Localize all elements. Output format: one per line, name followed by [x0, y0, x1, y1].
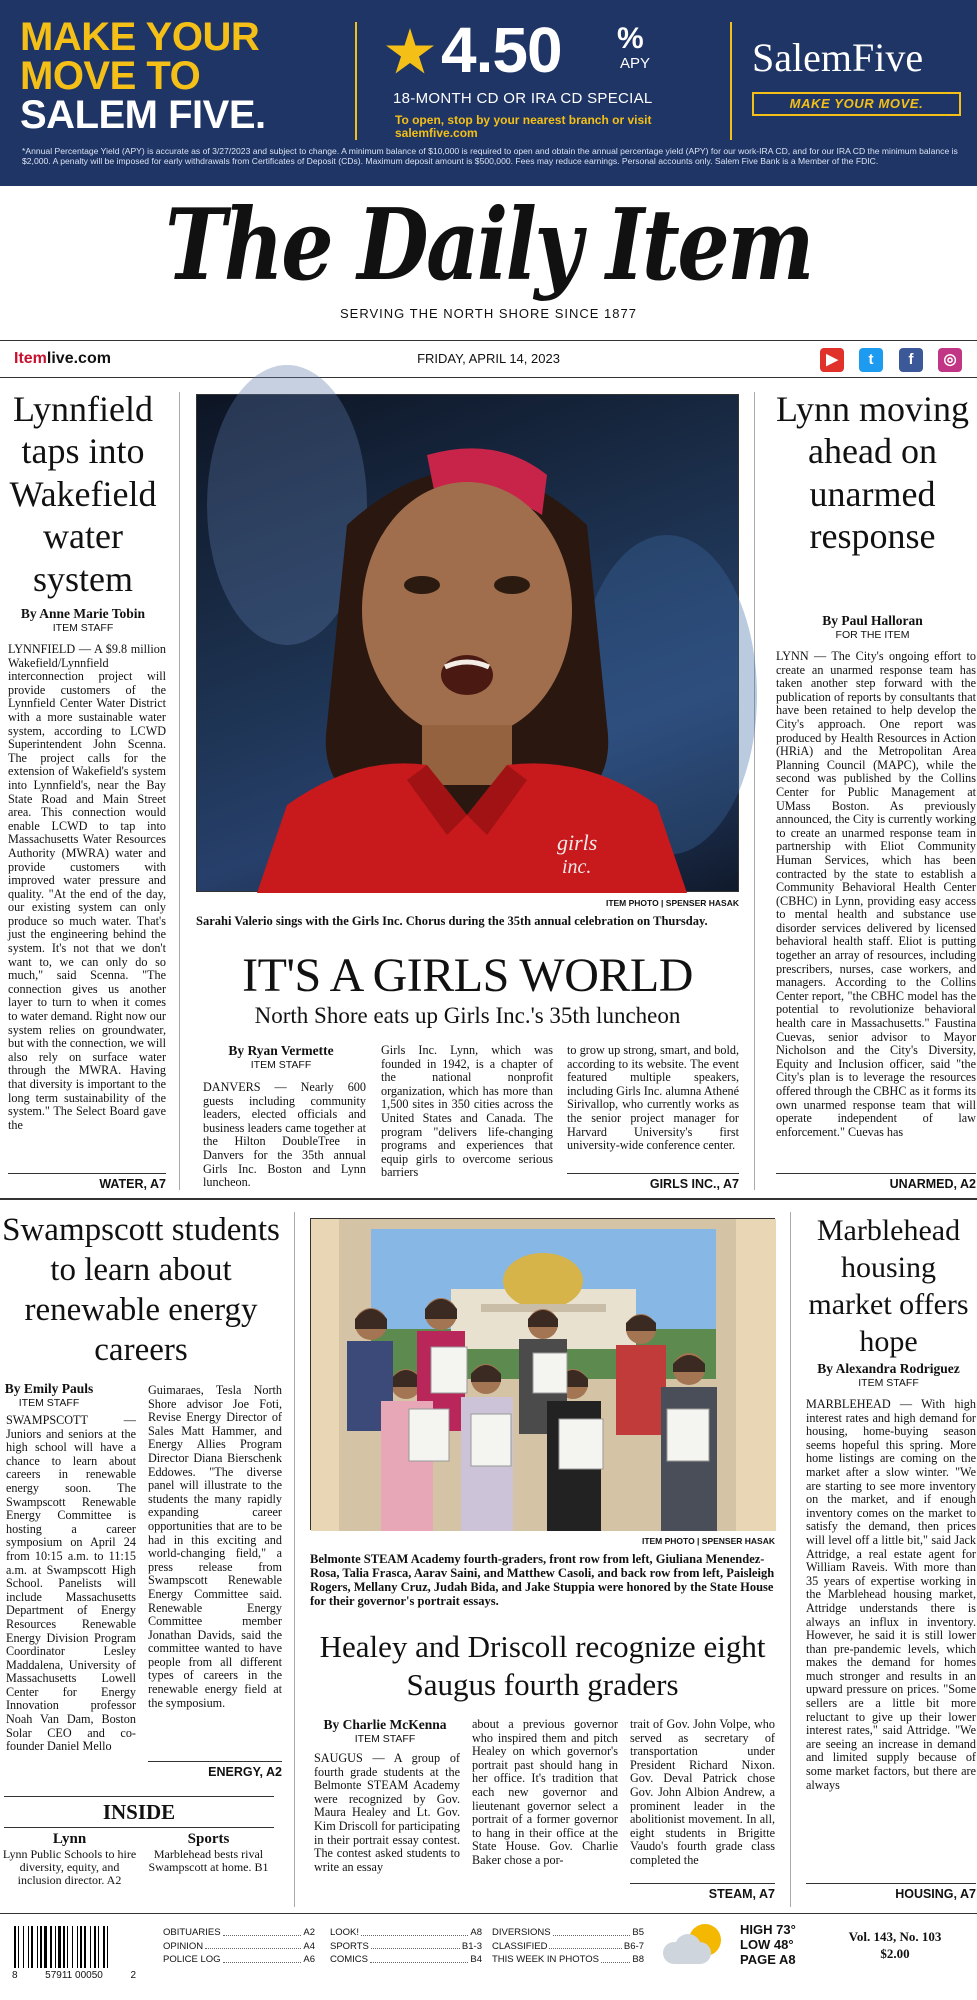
barcode-bar	[90, 1926, 91, 1968]
index-col	[492, 1926, 644, 1967]
index-item[interactable]: CLASSIFIED B6-7	[492, 1940, 644, 1952]
index-item[interactable]: LOOK! A8	[330, 1927, 482, 1938]
index-item[interactable]: POLICE LOG A6	[163, 1954, 315, 1965]
lynn-jump-link[interactable]: UNARMED, A2	[776, 1173, 976, 1191]
index-item[interactable]: OBITUARIES A2	[163, 1927, 315, 1938]
girls-inc-photo-illustration	[197, 395, 740, 893]
index-item[interactable]: THIS WEEK IN PHOTOS B8	[492, 1954, 644, 1965]
section-rule	[0, 1198, 977, 1200]
barcode-bar	[98, 1926, 99, 1968]
lynnfield-byline: By Anne Marie Tobin ITEM STAFF	[20, 606, 146, 634]
saugus-byline: By Charlie McKenna ITEM STAFF	[323, 1717, 447, 1745]
index-item[interactable]: COMICS B4	[330, 1954, 482, 1965]
girls-headline[interactable]: IT'S A GIRLS WORLD	[242, 949, 693, 1002]
column-rule	[790, 1212, 791, 1907]
column-rule	[179, 392, 180, 1190]
saugus-photo[interactable]	[310, 1218, 775, 1530]
weather-box[interactable]: HIGH 73° LOW 48° PAGE A8	[740, 1922, 796, 1967]
swampscott-headline[interactable]: Swampscott students to learn about renewable energy careers	[2, 1212, 280, 1368]
barcode-bar	[72, 1926, 73, 1968]
masthead	[0, 190, 977, 321]
barcode-bar	[77, 1926, 78, 1968]
ad-fine-print: *Annual Percentage Yield (APY) is accurate as of 3/27/2023 and subject to change. A minimum balance of $10,000 is required to open and obtain the annual percentage yield (APY) for our work-IRA CD, and for our IRA CD the minimum balance is $2,000. A penalty will be imposed for early withdrawals from Certificates of Deposit (CDs). Maximum deposit amount is $500,000. Fees may reduce earnings. Personal accounts only. Salem Five Bank is a Member of the FDIC.	[22, 146, 958, 166]
saugus-photo-illustration	[311, 1219, 776, 1531]
barcode-bar	[55, 1926, 56, 1968]
lynn-body: LYNN — The City's ongoing effort to create an unarmed response team has taken another step forward with the publication of reports by consultants that have been retained to help develop the City's approach. One report was produced by Health Resources in Action (HRiA) and the Metropolitan Area Planning Council (MAPC), while the second was published by the Collins Center for Public Management at UMass Boston. As previously announced, the City is currently working to create an unarmed response team in partnership with Eliot Community Human Services, which has been contracted by the state to establish a Community Behavioral Health Center (CBHC) in Lynn, providing easy access to mental health and substance use disorder services delivered by licensed behavioral health staff. Eliot is putting together an array of resources, including prescribers, nurses, case workers, and managers. According to the Collins Center report, "the CBHC model has the potential to revolutionize behavioral health care in Massachusetts." Faustina Cuevas, senior advisor to Mayor Nicholson and the City's Diversity, Equity and Inclusion officer, said "the City's plan is to leverage the resources offered through the CBHC as it forms its own unarmed response team that will operate independent of law enforcement." Cuevas has	[776, 649, 976, 1139]
ad-special: 18-MONTH CD OR IRA CD SPECIAL	[393, 90, 653, 107]
ad-url-link[interactable]: salemfive.com	[395, 126, 478, 140]
barcode-bar	[14, 1926, 16, 1968]
lynnfield-body: LYNNFIELD — A $9.8 million Wakefield/Lynnfield interconnection project will provide customers of the Lynnfield Center Water District with a more sustainable water system, according to LCWD Superintendent John Scenna. The project calls for the extension of Wakefield's system into Lynnfield's, near the Bay State Road and Main Street area. This connection would enable LCWD to tap into Massachusetts Water Resources Authority (MWRA) water and provide customers with improved water pressure and quality. "At the end of the day, our existing system can only produce so much water. That's just the engineering behind the system. It's not that we don't want to, we can only do so much," said Scenna. "The connection gives us another layer to turn to when it comes to water demand. Right now our system relies on groundwater, but with the connection, we will also rely on surface water through the MWRA. Having that diversity is important to the long term sustainability of the system." The Select Board gave the	[8, 642, 166, 1132]
ad-divider	[355, 22, 357, 140]
index-item[interactable]: OPINION A4	[163, 1940, 315, 1952]
youtube-icon[interactable]: ▶	[820, 348, 844, 372]
saugus-body-col2: about a previous governor who inspired them and pitch Healey on which governor's portrait past should hang in her office. It's tradition that each new governor and lieutenant governor select a portrait of a former governor to hang in their office at the State House. Gov. Charlie Baker chose a por-	[472, 1717, 618, 1867]
inside-item[interactable]: Lynn Lynn Public Schools to hire diversity, equity, and inclusion director. A2	[2, 1831, 137, 1887]
barcode-bar	[63, 1926, 65, 1968]
masthead-tagline: SERVING THE NORTH SHORE SINCE 1877	[340, 306, 637, 321]
lynn-headline[interactable]: Lynn moving ahead on unarmed response	[775, 389, 969, 557]
marblehead-byline: By Alexandra Rodriguez ITEM STAFF	[817, 1361, 960, 1389]
issue-date: FRIDAY, APRIL 14, 2023	[417, 351, 560, 366]
barcode-bar	[31, 1926, 33, 1968]
instagram-icon[interactable]: ◎	[938, 348, 962, 372]
index-item[interactable]: DIVERSIONS B5	[492, 1927, 644, 1938]
marblehead-jump-link[interactable]: HOUSING, A7	[806, 1883, 976, 1901]
saugus-photo-credit: ITEM PHOTO | SPENSER HASAK	[641, 1536, 775, 1546]
barcode-bar	[84, 1926, 86, 1968]
barcode-bar	[58, 1926, 61, 1968]
ad-tagline: MAKE YOUR MOVE.	[752, 92, 961, 116]
marblehead-body: MARBLEHEAD — With high interest rates and high demand for housing, home-buying season seems hopeful this spring. More home listings are coming on the market after a slow winter. "We are starting to see more inventory on the market, and if enough inventory comes on the market to satisfy the demand, then prices will level off a little bit," said Jack Attridge, a real estate agent for William Raveis. With more than 35 years of expertise working in the Marblehead housing market, Attridge understands there is always an influx in inventory. However, he said it is still lower than pre-pandemic levels, which makes the demand for homes much stronger and results in an upward pressure on prices. "Some sellers are a little bit more reluctant to give up their lower interest rates," said Attridge. "We are seeing an increase in demand and limited supply because of some market factors, but there are always	[806, 1397, 976, 1792]
barcode-bar	[40, 1926, 42, 1968]
shirt-logo-text: girls	[557, 830, 598, 855]
salem-five-ad[interactable]: MAKE YOUR MOVE TO SALEM FIVE. 4.50 % APY 18-MONTH CD OR IRA CD SPECIAL To open, stop by your nearest branch or visit salemfive.com SalemFive MAKE YOUR MOVE. *Annual Percentage Yield (APY) is accurate as of 3/27/2023 and subject to change. A minimum balance of $10,000 is required to open and obtain the annual percentage yield (APY) for our work-IRA CD, and for our IRA CD the minimum balance is $2,000. A penalty will be imposed for early withdrawals from Certificates of Deposit (CDs). Maximum deposit amount is $500,000. Fees may reduce earnings. Personal accounts only. Salem Five Bank is a Member of the FDIC.	[0, 0, 977, 186]
barcode-bar	[44, 1926, 47, 1968]
barcode-bar	[23, 1926, 24, 1968]
girls-body-col1: DANVERS — Nearly 600 guests including community leaders, elected officials and business leaders came together at the Hilton DoubleTree in Danvers for the 35th annual Girls Inc. Boston and Lynn luncheon.	[203, 1080, 366, 1190]
salem-five-logo: SalemFive	[752, 35, 924, 80]
barcode-bar	[18, 1926, 19, 1968]
index-col	[163, 1926, 315, 1967]
index-col	[330, 1926, 482, 1967]
barcode-digits: 8 57911 00050 2	[12, 1970, 136, 1981]
marblehead-headline[interactable]: Marblehead housing market offers hope	[808, 1214, 969, 1358]
barcode-bar	[103, 1926, 105, 1968]
date-bar	[0, 340, 977, 378]
saugus-jump-link[interactable]: STEAM, A7	[630, 1883, 775, 1901]
index-item[interactable]: SPORTS B1-3	[330, 1940, 482, 1952]
saugus-headline[interactable]: Healey and Driscoll recognize eight Saugus fourth graders	[319, 1629, 766, 1702]
barcode-bar	[28, 1926, 29, 1968]
swampscott-byline: By Emily Pauls ITEM STAFF	[4, 1381, 94, 1409]
svg-text:inc.: inc.	[562, 856, 592, 878]
swampscott-body-col2: Guimaraes, Tesla North Shore advisor Joe Foti, Revise Energy Director of Sales Matt Hammer, and Energy Allies Program Director Diana Bierschenk Eddowes. "The diverse panel will illustrate to the students the many rapidly expanding career opportunities that are to be had in this exciting and world-changing field," a press release from Swampscott Renewable Energy Committee said. Renewable Energy Committee member Jonathan Davids, said the committee wanted to have people from all different types of careers in the renewable energy field at the symposium.	[148, 1383, 282, 1710]
inside-item[interactable]: Sports Marblehead bests rival Swampscott at home. B1	[148, 1831, 269, 1874]
column-rule	[294, 1212, 295, 1907]
ad-cta: To open, stop by your nearest branch or visit salemfive.com	[395, 113, 652, 140]
barcode-bar	[50, 1926, 52, 1968]
star-icon	[385, 28, 435, 78]
barcode-bar	[67, 1926, 68, 1968]
facebook-icon[interactable]: f	[899, 348, 923, 372]
lynnfield-jump-link[interactable]: WATER, A7	[8, 1173, 166, 1191]
saugus-photo-caption: Belmonte STEAM Academy fourth-graders, front row from left, Giuliana Menendez-Rosa, Talia Frasca, Aarav Saini, and Matthew Casoli, and back row from left, Paisleigh Rogers, Mellany Cruz, Judah Bida, and Jake Stuppia were honored by the State House for their governor's portrait essays.	[310, 1552, 775, 1608]
barcode-bar	[37, 1926, 38, 1968]
ad-headline: MAKE YOUR MOVE TO SALEM FIVE.	[20, 15, 266, 137]
itemlive-link[interactable]: Itemlive.com	[14, 350, 111, 367]
footer	[0, 1913, 977, 2000]
swampscott-body-col1: SWAMPSCOTT — Juniors and seniors at the high school will have a chance to learn about careers in renewable energy soon. The Swampscott Renewable Energy Committee is hosting a career symposium on April 24 from 10:15 a.m. to 11:15 a.m. at Swampscott High School. Panelists will include Massachusetts Department of Energy Resources Renewable Energy Division Program Coordinator Lesley Maddalena, University of Massachusetts Lowell Center for Energy Innovation professor Noah Van Dam, Boston Solar CEO and co-founder Daniel Mello	[6, 1413, 136, 1754]
girls-body-col3: to grow up strong, smart, and bold, according to its website. The event featured multiple speakers, including Girls Inc. alumna Athené Sirivallop, who currently works as the senior project manager for Harvard University's first university-wide conference center.	[567, 1043, 739, 1153]
ad-divider	[730, 22, 732, 140]
girls-body-col2: Girls Inc. Lynn, which was founded in 1942, is a chapter of the national nonprofit organization, which has more than 1,500 sites in 350 cities across the United States and Canada. The program "delivers life-changing programs and experiences that equip girls to overcome serious barriers	[381, 1043, 553, 1180]
girls-subhead: North Shore eats up Girls Inc.'s 35th luncheon	[254, 1003, 681, 1028]
girls-byline: By Ryan Vermette ITEM STAFF	[228, 1043, 334, 1071]
girls-photo-caption: Sarahi Valerio sings with the Girls Inc. Chorus during the 35th annual celebration on Thursday.	[196, 914, 708, 928]
newspaper-title[interactable]: The Daily Item	[165, 188, 812, 303]
volume-info: Vol. 143, No. 103 $2.00	[848, 1929, 942, 1961]
inside-title: INSIDE	[4, 1796, 274, 1828]
saugus-body-col3: trait of Gov. John Volpe, who served as secretary of transportation under President Richard Nixon. Gov. Deval Patrick chose Gov. John Albion Andrew, a prominent leader in the abolitionist movement. In all, eight students in Brigitte Vaudo's fourth grade class completed the	[630, 1717, 775, 1867]
barcode	[14, 1926, 132, 1968]
barcode-bar	[107, 1926, 108, 1968]
inside-box	[0, 1796, 278, 1887]
lynn-byline: By Paul Halloran FOR THE ITEM	[822, 613, 923, 641]
lynnfield-headline[interactable]: Lynnfield taps into Wakefield water system	[9, 389, 157, 599]
barcode-bar	[94, 1926, 96, 1968]
twitter-icon[interactable]: t	[859, 348, 883, 372]
swampscott-jump-link[interactable]: ENERGY, A2	[148, 1761, 282, 1779]
partly-sunny-icon	[659, 1920, 727, 1976]
girls-inc-photo[interactable]	[196, 394, 739, 892]
saugus-body-col1: SAUGUS — A group of fourth grade students at the Belmonte STEAM Academy were recognized by Gov. Maura Healey and Lt. Gov. Kim Driscoll for participating in their portrait essay contest. The contest asked students to write an essay	[314, 1751, 460, 1874]
column-rule	[754, 392, 755, 1190]
girls-photo-credit: ITEM PHOTO | SPENSER HASAK	[605, 898, 739, 908]
girls-jump-link[interactable]: GIRLS INC., A7	[567, 1173, 739, 1191]
barcode-bar	[80, 1926, 82, 1968]
